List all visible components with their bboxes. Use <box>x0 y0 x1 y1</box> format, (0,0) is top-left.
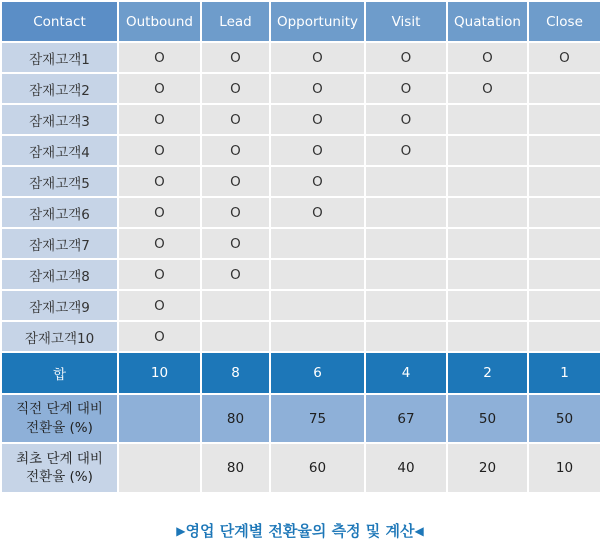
figure-caption <box>0 520 600 541</box>
table-row <box>1 73 600 104</box>
rate-cell <box>118 394 201 443</box>
table-cell: O <box>270 197 365 228</box>
sum-cell: 6 <box>270 352 365 394</box>
table-cell: O <box>201 259 270 290</box>
table-cell: O <box>270 73 365 104</box>
column-header-opportunity: Opportunity <box>270 1 365 42</box>
table-cell <box>270 259 365 290</box>
table-cell: O <box>118 166 201 197</box>
sum-cell: 2 <box>447 352 528 394</box>
table-cell <box>528 290 600 321</box>
table-cell: O <box>201 228 270 259</box>
column-header-outbound: Outbound <box>118 1 201 42</box>
table-cell: O <box>118 197 201 228</box>
table-cell: O <box>118 290 201 321</box>
row-label: 잠재고객3 <box>1 104 118 135</box>
table-cell: O <box>365 42 447 73</box>
table-cell: O <box>201 104 270 135</box>
table-cell <box>447 166 528 197</box>
rate-cell: 50 <box>447 394 528 443</box>
table-row <box>1 259 600 290</box>
table-row <box>1 104 600 135</box>
table-cell: O <box>201 42 270 73</box>
sum-row <box>1 352 600 394</box>
row-label: 잠재고객8 <box>1 259 118 290</box>
caption-left-arrow-icon: ▶ <box>176 524 186 538</box>
prev-stage-rate-label-line2: 전환율 (%) <box>26 419 93 436</box>
sum-cell: 1 <box>528 352 600 394</box>
table-cell: O <box>270 166 365 197</box>
row-label: 잠재고객9 <box>1 290 118 321</box>
table-cell <box>528 197 600 228</box>
prev-stage-rate-label-line1: 직전 단계 대비 <box>16 401 103 418</box>
row-label: 잠재고객7 <box>1 228 118 259</box>
table-cell: O <box>118 228 201 259</box>
table-cell <box>447 135 528 166</box>
table-cell <box>365 259 447 290</box>
table-cell <box>365 197 447 228</box>
table-row <box>1 166 600 197</box>
prev-stage-rate-row <box>1 394 600 443</box>
row-label: 잠재고객4 <box>1 135 118 166</box>
column-header-contact: Contact <box>1 1 118 42</box>
rate-cell: 80 <box>201 443 270 493</box>
table-cell <box>528 166 600 197</box>
row-label: 잠재고객2 <box>1 73 118 104</box>
row-label: 잠재고객1 <box>1 42 118 73</box>
row-label: 잠재고객5 <box>1 166 118 197</box>
table-cell: O <box>118 321 201 352</box>
table-cell: O <box>118 104 201 135</box>
first-stage-rate-row <box>1 443 600 493</box>
table-cell <box>528 104 600 135</box>
rate-cell: 80 <box>201 394 270 443</box>
table-cell <box>447 259 528 290</box>
rate-cell: 75 <box>270 394 365 443</box>
table-row <box>1 290 600 321</box>
column-header-visit: Visit <box>365 1 447 42</box>
table-cell <box>528 228 600 259</box>
table-cell: O <box>270 104 365 135</box>
table-cell <box>447 104 528 135</box>
rate-cell: 40 <box>365 443 447 493</box>
table-cell <box>528 259 600 290</box>
caption-right-arrow-icon: ◀ <box>414 524 424 538</box>
sum-label: 합 <box>1 352 118 394</box>
table-cell: O <box>118 135 201 166</box>
table-row <box>1 321 600 352</box>
table-cell: O <box>201 135 270 166</box>
table-row <box>1 135 600 166</box>
rate-cell <box>118 443 201 493</box>
table-cell: O <box>365 135 447 166</box>
rate-cell: 10 <box>528 443 600 493</box>
row-label: 잠재고객10 <box>1 321 118 352</box>
table-cell: O <box>118 42 201 73</box>
table-cell: O <box>118 73 201 104</box>
first-stage-rate-label-line1: 최초 단계 대비 <box>16 450 103 467</box>
table-cell <box>365 228 447 259</box>
sum-cell: 8 <box>201 352 270 394</box>
table-cell: O <box>365 73 447 104</box>
rate-cell: 60 <box>270 443 365 493</box>
first-stage-rate-label-line2: 전환율 (%) <box>26 469 93 485</box>
table-cell: O <box>201 166 270 197</box>
table-cell <box>201 321 270 352</box>
table-cell: O <box>365 104 447 135</box>
table-cell: O <box>201 197 270 228</box>
sum-cell: 4 <box>365 352 447 394</box>
table-cell <box>528 135 600 166</box>
table-cell <box>447 228 528 259</box>
table-cell <box>270 228 365 259</box>
sum-cell: 10 <box>118 352 201 394</box>
table-cell: O <box>201 73 270 104</box>
column-header-lead: Lead <box>201 1 270 42</box>
row-label: 잠재고객6 <box>1 197 118 228</box>
table-row <box>1 197 600 228</box>
table-cell: O <box>447 73 528 104</box>
caption-text: 영업 단계별 전환율의 측정 및 계산 <box>185 522 415 540</box>
table-cell: O <box>528 42 600 73</box>
table-cell: O <box>270 42 365 73</box>
first-stage-rate-label <box>1 443 118 493</box>
header-row <box>1 1 600 42</box>
table-cell: O <box>118 259 201 290</box>
rate-cell: 50 <box>528 394 600 443</box>
table-cell <box>447 197 528 228</box>
column-header-quatation: Quatation <box>447 1 528 42</box>
table-cell <box>201 290 270 321</box>
table-cell <box>365 321 447 352</box>
table-cell <box>528 73 600 104</box>
prev-stage-rate-label <box>1 394 118 443</box>
table-cell <box>528 321 600 352</box>
table-row <box>1 42 600 73</box>
table-cell <box>365 166 447 197</box>
table-cell <box>270 290 365 321</box>
table-row <box>1 228 600 259</box>
table-cell <box>365 290 447 321</box>
rate-cell: 20 <box>447 443 528 493</box>
table-cell <box>447 290 528 321</box>
table-cell: O <box>447 42 528 73</box>
table-cell <box>270 321 365 352</box>
rate-cell: 67 <box>365 394 447 443</box>
table-cell <box>447 321 528 352</box>
table-cell: O <box>270 135 365 166</box>
column-header-close: Close <box>528 1 600 42</box>
